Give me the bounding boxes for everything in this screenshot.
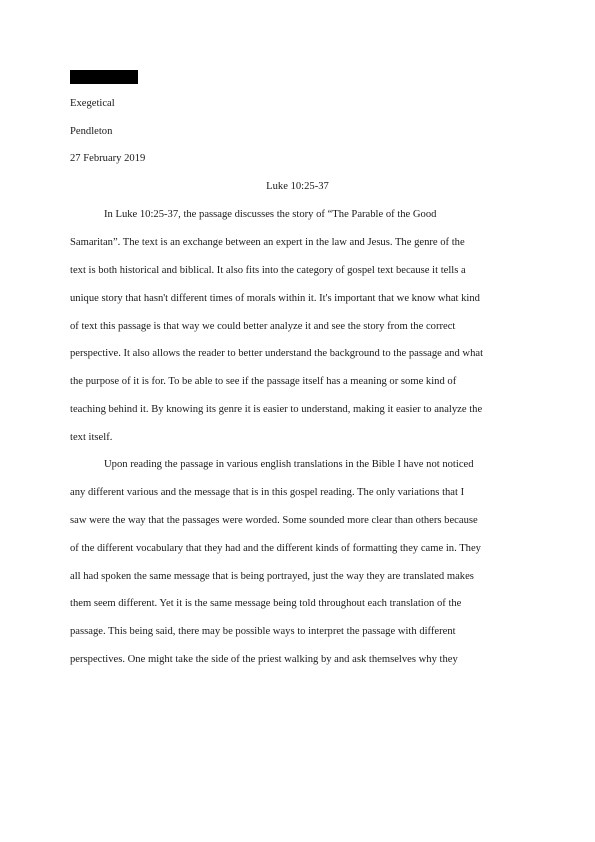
paragraph-2-line: perspectives. One might take the side of the priest walking by and ask themselves why they bbox=[70, 654, 458, 665]
paragraph-2-line: Upon reading the passage in various english translations in the Bible I have not noticed bbox=[104, 459, 474, 470]
paragraph-1-line: teaching behind it. By knowing its genre it is easier to understand, making it easier to analyze the bbox=[70, 404, 483, 415]
redacted-name-block bbox=[70, 70, 138, 84]
paragraph-2-line: of the different vocabulary that they had and the different kinds of formatting they came in. They bbox=[70, 543, 481, 554]
instructor-name: Pendleton bbox=[70, 126, 113, 137]
page-title: Luke 10:25-37 bbox=[266, 181, 329, 192]
paragraph-1-line: of text this passage is that way we could better analyze it and see the story from the correct bbox=[70, 321, 456, 332]
paragraph-2-line: saw were the way that the passages were worded. Some sounded more clear than others because bbox=[70, 515, 478, 526]
paragraph-1-line: In Luke 10:25-37, the passage discusses the story of “The Parable of the Good bbox=[104, 209, 437, 220]
paragraph-2-line: them seem different. Yet it is the same message being told throughout each translation of the bbox=[70, 598, 462, 609]
paragraph-1-line: text is both historical and biblical. It also fits into the category of gospel text because it tells a bbox=[70, 265, 466, 276]
date: 27 February 2019 bbox=[70, 153, 146, 164]
paragraph-1-line: text itself. bbox=[70, 432, 113, 443]
paragraph-1-line: unique story that hasn't different times of morals within it. It's important that we know what kind bbox=[70, 293, 480, 304]
paragraph-2-line: any different various and the message that is in this gospel reading. The only variations that I bbox=[70, 487, 465, 498]
paragraph-1-line: the purpose of it is for. To be able to see if the passage itself has a meaning or some kind of bbox=[70, 376, 457, 387]
paragraph-1-line: perspective. It also allows the reader to better understand the background to the passage and what bbox=[70, 348, 484, 359]
paragraph-1-line: Samaritan”. The text is an exchange between an expert in the law and Jesus. The genre of the bbox=[70, 237, 465, 248]
course-name: Exegetical bbox=[70, 98, 115, 109]
paragraph-2-line: all had spoken the same message that is being portrayed, just the way they are translated makes bbox=[70, 571, 474, 582]
paragraph-2-line: passage. This being said, there may be possible ways to interpret the passage with different bbox=[70, 626, 456, 637]
